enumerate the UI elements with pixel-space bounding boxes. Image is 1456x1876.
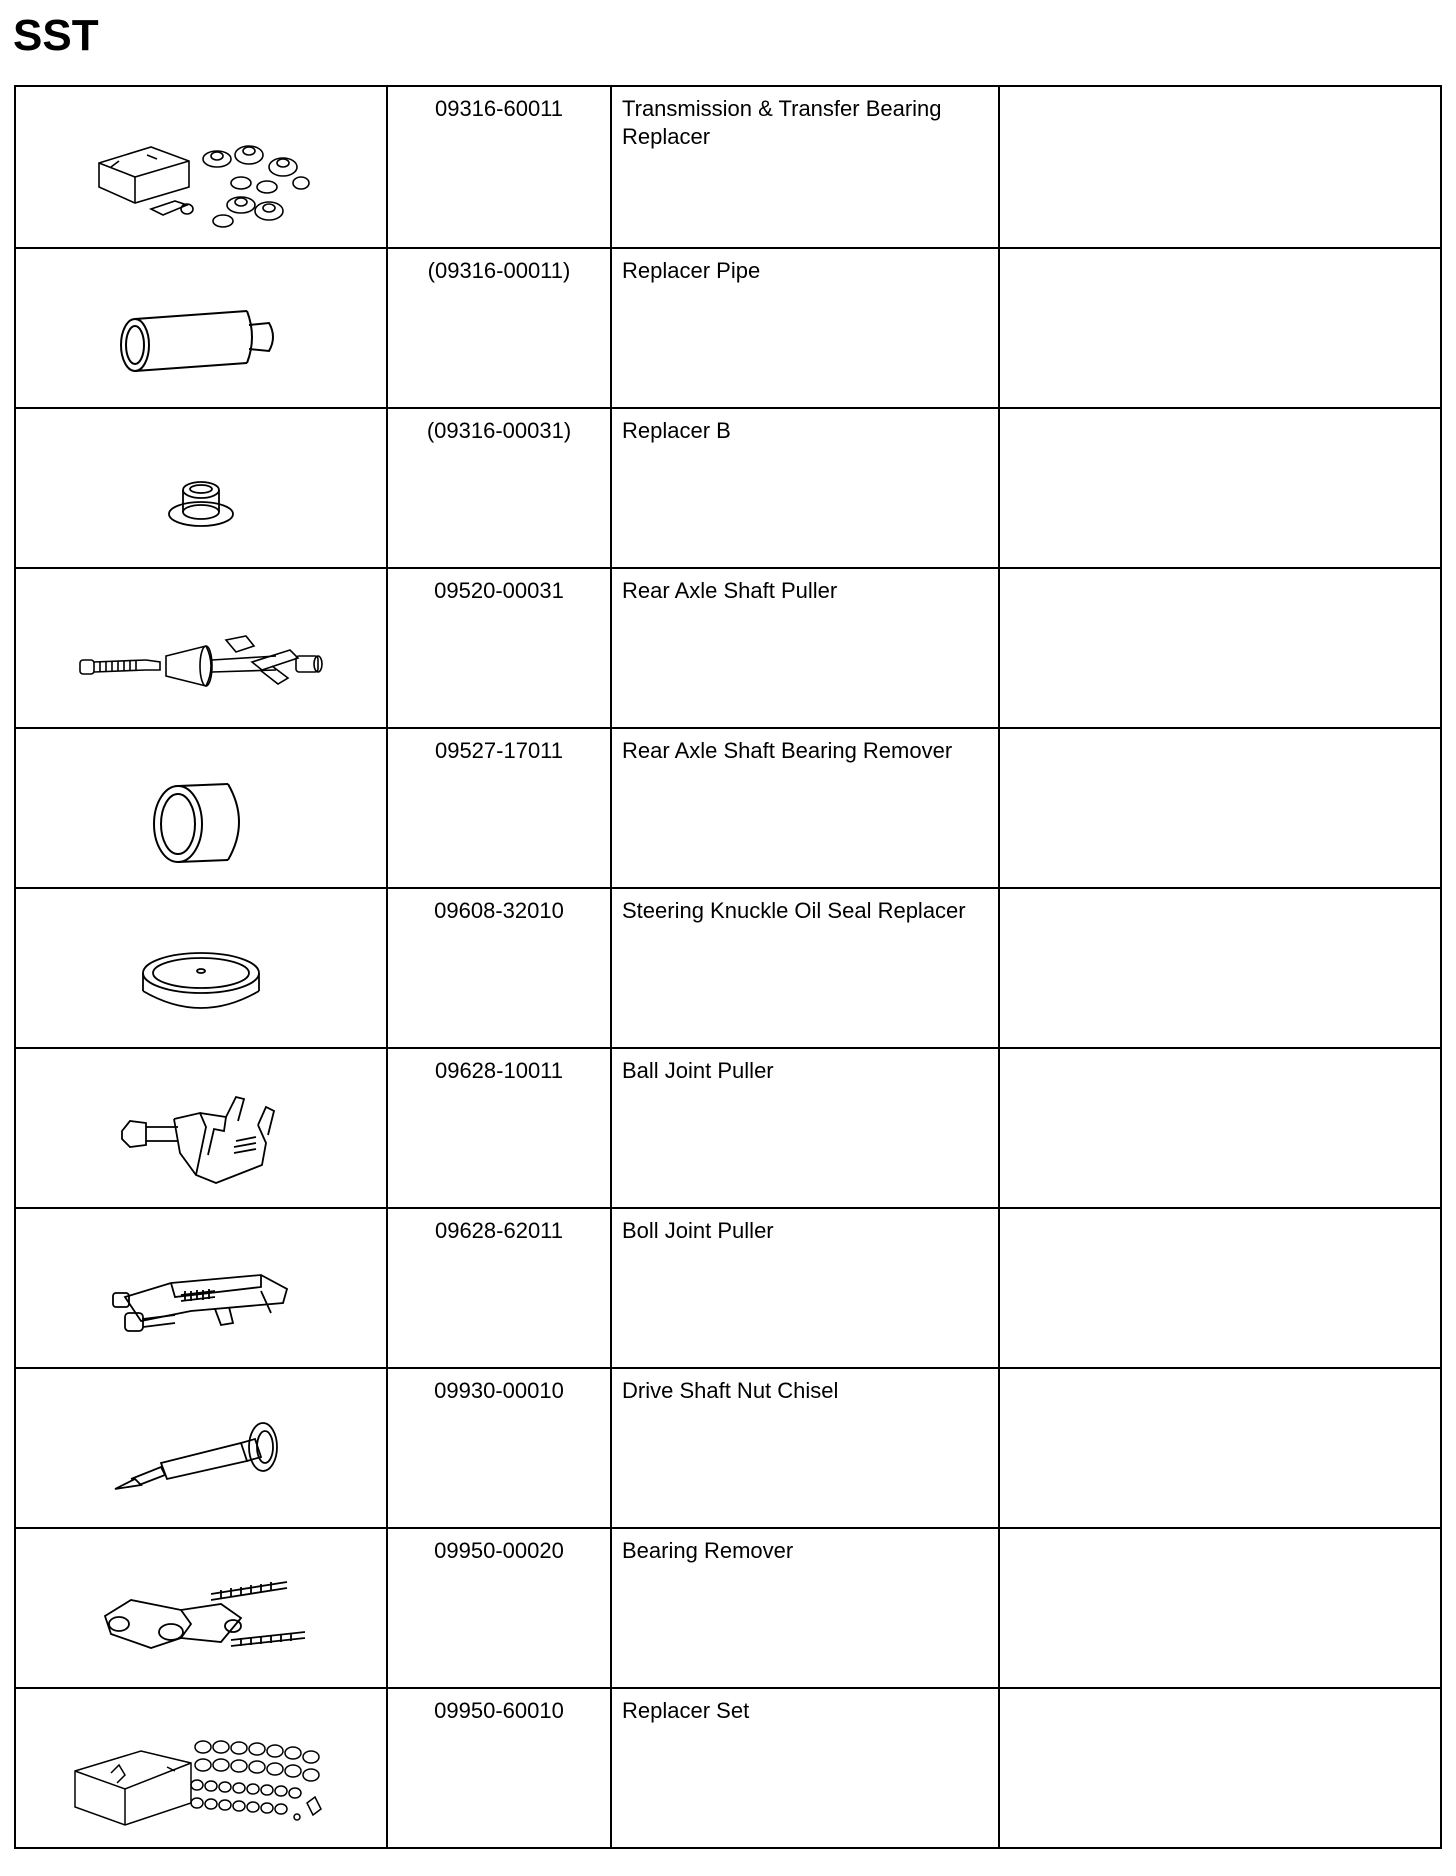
tool-name: Replacer Pipe — [622, 258, 761, 283]
tool-name: Steering Knuckle Oil Seal Replacer — [622, 898, 966, 923]
note-cell — [999, 408, 1441, 568]
tool-illustration-cell — [15, 568, 387, 728]
note — [1000, 569, 1440, 577]
part-number-cell — [387, 1048, 611, 1208]
tool-name-cell — [611, 1688, 999, 1848]
part-number-cell — [387, 86, 611, 248]
sst-table — [14, 85, 1442, 1849]
tool-name-cell — [611, 408, 999, 568]
tool-illustration-cell — [15, 1368, 387, 1528]
bearing-remover-icon — [91, 1576, 311, 1666]
tool-name: Rear Axle Shaft Puller — [622, 578, 838, 603]
note — [1000, 889, 1440, 897]
tool-name-cell — [611, 1048, 999, 1208]
note — [1000, 1369, 1440, 1377]
tool-illustration-cell — [15, 408, 387, 568]
note-cell — [999, 728, 1441, 888]
tool-name: Ball Joint Puller — [622, 1058, 774, 1083]
replacer-set-icon — [71, 1731, 331, 1831]
part-number: (09316-00011) — [427, 258, 571, 283]
table-row — [15, 1688, 1441, 1848]
note-cell — [999, 1048, 1441, 1208]
page-title: SST — [13, 11, 99, 60]
tool-illustration-cell — [15, 1528, 387, 1688]
note — [1000, 1049, 1440, 1057]
bearing-replacer-set-icon — [91, 125, 311, 235]
part-number: 09628-62011 — [434, 1218, 564, 1243]
note-cell — [999, 86, 1441, 248]
note-cell — [999, 248, 1441, 408]
tool-name: Replacer B — [622, 418, 731, 443]
tool-name-cell — [611, 1208, 999, 1368]
table-row — [15, 728, 1441, 888]
part-number: 09316-60011 — [434, 96, 564, 121]
table-row — [15, 1208, 1441, 1368]
note — [1000, 249, 1440, 257]
table-row — [15, 888, 1441, 1048]
tool-name: Bearing Remover — [622, 1538, 794, 1563]
note-cell — [999, 568, 1441, 728]
tool-name-cell — [611, 248, 999, 408]
tool-name-cell — [611, 728, 999, 888]
note-cell — [999, 1688, 1441, 1848]
part-number: 09520-00031 — [434, 578, 564, 603]
tool-illustration-cell — [15, 1208, 387, 1368]
tool-illustration-cell — [15, 248, 387, 408]
note-cell — [999, 888, 1441, 1048]
note — [1000, 1209, 1440, 1217]
axle-shaft-puller-icon — [76, 626, 326, 696]
tool-name: Rear Axle Shaft Bearing Remover — [622, 738, 953, 763]
table-row — [15, 568, 1441, 728]
ball-joint-puller-icon — [116, 1091, 286, 1191]
tool-name-cell — [611, 86, 999, 248]
part-number: 09950-60010 — [434, 1698, 564, 1723]
part-number-cell — [387, 888, 611, 1048]
tool-name: Boll Joint Puller — [622, 1218, 774, 1243]
tool-name-cell — [611, 1528, 999, 1688]
note — [1000, 729, 1440, 737]
replacer-b-icon — [141, 466, 261, 536]
tool-illustration-cell — [15, 1688, 387, 1848]
part-number: 09608-32010 — [434, 898, 564, 923]
table-row — [15, 408, 1441, 568]
tool-name-cell — [611, 888, 999, 1048]
part-number-cell — [387, 728, 611, 888]
tool-illustration-cell — [15, 86, 387, 248]
note-cell — [999, 1208, 1441, 1368]
part-number-cell — [387, 408, 611, 568]
tool-illustration-cell — [15, 888, 387, 1048]
part-number: 09930-00010 — [434, 1378, 564, 1403]
part-number: (09316-00031) — [426, 418, 572, 443]
tool-name: Drive Shaft Nut Chisel — [622, 1378, 839, 1403]
part-number-cell — [387, 248, 611, 408]
part-number: 09628-10011 — [434, 1058, 564, 1083]
boll-joint-puller-icon — [111, 1261, 291, 1341]
part-number-cell — [387, 1368, 611, 1528]
table-row — [15, 248, 1441, 408]
bearing-remover-cup-icon — [146, 776, 256, 866]
tool-illustration-cell — [15, 728, 387, 888]
part-number-cell — [387, 1688, 611, 1848]
note — [1000, 1529, 1440, 1537]
tool-name: Replacer Set — [622, 1698, 750, 1723]
part-number-cell — [387, 1208, 611, 1368]
part-number: 09950-00020 — [434, 1538, 564, 1563]
replacer-pipe-icon — [111, 301, 291, 381]
tool-name-cell — [611, 1368, 999, 1528]
nut-chisel-icon — [111, 1421, 291, 1501]
tool-name: Transmission & Transfer Bearing Replacer — [622, 96, 942, 149]
table-row — [15, 1048, 1441, 1208]
note-cell — [999, 1368, 1441, 1528]
oil-seal-replacer-icon — [136, 941, 266, 1021]
part-number-cell — [387, 1528, 611, 1688]
table-row — [15, 86, 1441, 248]
note-cell — [999, 1528, 1441, 1688]
part-number-cell — [387, 568, 611, 728]
table-row — [15, 1368, 1441, 1528]
tool-illustration-cell — [15, 1048, 387, 1208]
note — [1000, 409, 1440, 417]
note — [1000, 1689, 1440, 1697]
tool-name-cell — [611, 568, 999, 728]
table-row — [15, 1528, 1441, 1688]
note — [1000, 87, 1440, 95]
part-number: 09527-17011 — [434, 738, 564, 763]
